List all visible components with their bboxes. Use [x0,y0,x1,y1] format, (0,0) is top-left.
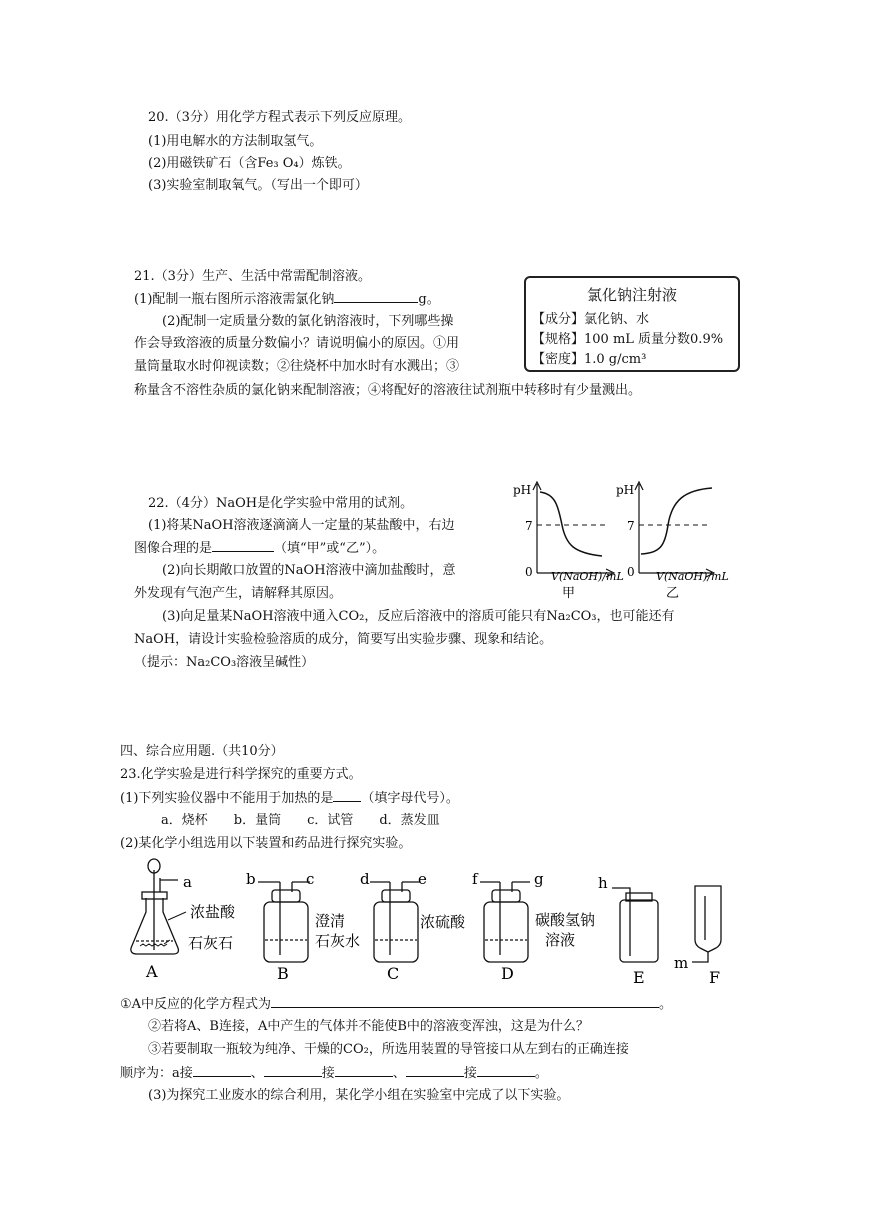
q23-part3: (3)为探究工业废水的综合利用，某化学小组在实验室中完成了以下实验。 [148,1088,570,1103]
ph-graph-jia-ylabel: pH [513,483,532,497]
reagent-h2so4: 浓硫酸 [420,913,466,931]
q23-part1-blank[interactable] [333,789,361,802]
q23-sub3-sep2: 、 [392,1066,406,1081]
ph-graph-yi-ylabel: pH [616,483,635,497]
reagent-limewater-2: 石灰水 [315,932,361,950]
apparatus-a [131,859,186,954]
port-b: b [246,870,256,888]
q22-item1-line2b: （填“甲”或“乙”）。 [274,541,386,556]
ph-graph-jia [513,482,624,601]
q23-sub2: ②若将A、B连接，A中产生的气体并不能使B中的溶液变浑浊，这是为什么？ [148,1019,589,1034]
port-a: a [183,873,192,891]
q20-item2: (2)用磁铁矿石（含Fe₃ O₄）炼铁。 [148,156,351,171]
port-h: h [598,874,608,892]
q23-sub3-line1: ③若要制取一瓶较为纯净、干燥的CO₂，所选用装置的导管接口从左到右的正确连接 [148,1042,629,1057]
q21-item1 [134,290,440,309]
q23-sub1-text: ①A中反应的化学方程式为 [120,997,272,1012]
label-B: B [277,964,289,983]
q23-sub3-line2 [120,1064,548,1083]
q23-sub1 [120,995,672,1014]
q22-item2-line2: 外发现有气泡产生，请解释其原因。 [134,586,343,601]
q23-sub1-end: 。 [659,997,673,1012]
saline-label-density: 【密度】1.0 g/cm³ [532,352,647,367]
q23-part1-hint: （填字母代号）。 [361,791,459,806]
ph-graph-jia-caption: 甲 [562,586,576,601]
q21-item2-line2: 作会导致溶液的质量分数偏小？请说明偏小的原因。①用 [134,336,460,351]
ph-graph-yi-origin: 0 [627,565,635,579]
q22-hint: （提示：Na₂CO₃溶液呈碱性） [134,655,315,670]
q20-item3: (3)实验室制取氧气。（写出一个即可） [148,178,368,193]
q23-sub1-blank[interactable] [271,995,659,1008]
ph-graph-yi-xlabel: V(NaOH)/mL [656,570,729,583]
q21-item2-line1: (2)配制一定质量分数的氯化钠溶液时，下列哪些操 [162,314,454,329]
q22-item2-line1: (2)向长期敞口放置的NaOH溶液中滴加盐酸时，意 [162,563,456,578]
q22-item1-line1: (1)将某NaOH溶液逐滴滴人一定量的某盐酸中，右边 [148,518,455,533]
q23-sub3-text-a: 顺序为：a接 [120,1066,193,1081]
section4-heading: 四、综合应用题.（共10分） [120,744,284,759]
saline-label-spec: 【规格】100 mL 质量分数0.9% [532,332,724,347]
ph-graph-jia-seven: 7 [525,519,533,533]
q23-part1-text: (1)下列实验仪器中不能用于加热的是 [120,791,334,806]
label-E: E [633,968,645,987]
q23-sub3-blank2[interactable] [264,1064,322,1077]
q22-item3-line2: NaOH，请设计实验检验溶质的成分，简要写出实验步骤、现象和结论。 [134,632,553,647]
q23-sub3-text-e: 接 [463,1066,477,1081]
label-F: F [709,968,721,987]
q20-item1: (1)用电解水的方法制取氢气。 [148,134,323,149]
q22-item3-line1: (3)向足量某NaOH溶液中通入CO₂，反应后溶液中的溶质可能只有Na₂CO₃，也可能还有 [162,609,675,624]
reagent-nahco3-1: 碳酸氢钠 [535,911,596,929]
q22-stem: 22.（4分）NaOH是化学实验中常用的试剂。 [148,496,414,511]
label-A: A [146,962,158,981]
q23-sub3-blank4[interactable] [406,1064,464,1077]
ph-graph-jia-xlabel: V(NaOH)/mL [551,570,624,583]
q23-sub3-blank1[interactable] [193,1064,251,1077]
port-e: e [418,870,427,888]
reagent-nahco3-2: 溶液 [545,931,576,949]
q20-stem: 20.（3分）用化学方程式表示下列反应原理。 [148,110,411,125]
ph-graph-yi-seven: 7 [627,519,635,533]
q21-answer-blank[interactable] [334,290,418,303]
saline-label-composition: 【成分】氯化钠、水 [532,312,650,327]
ph-graph-yi [616,482,729,601]
q21-item1-pre: (1)配制一瓶右图所示溶液需氯化钠 [134,292,335,307]
label-D: D [501,964,514,983]
q22-answer-blank[interactable] [212,539,274,552]
saline-label-title: 氯化钠注射液 [586,286,677,304]
apparatus-c [370,882,420,962]
q21-item2-line3: 量筒量取水时仰视读数；②往烧杯中加水时有水溅出；③ [134,359,460,374]
q23-sub3-end: 。 [534,1066,548,1081]
apparatus-f [692,886,721,962]
reagent-limestone: 石灰石 [188,934,234,952]
q23-stem: 23.化学实验是进行科学探究的重要方式。 [120,767,362,782]
apparatus-d [480,882,530,962]
apparatus-e [612,888,658,962]
ph-graph-yi-caption: 乙 [666,586,680,601]
reagent-limewater-1: 澄清 [315,912,346,930]
q21-stem: 21.（3分）生产、生活中常需配制溶液。 [134,269,371,284]
port-c: c [306,870,315,888]
reagent-hcl: 浓盐酸 [190,903,236,921]
port-d: d [360,870,370,888]
q23-sub3-sep1: 、 [250,1066,264,1081]
q23-options: a．烧杯 b．量筒 c．试管 d．蒸发皿 [161,813,440,828]
q22-item1-line2a: 图像合理的是 [134,541,213,556]
q23-part2: (2)某化学小组选用以下装置和药品进行探究实验。 [120,836,412,851]
apparatus-b [258,882,310,962]
q23-sub3-blank5[interactable] [477,1064,535,1077]
q22-item1-line2 [134,539,385,558]
q23-sub3-text-c: 接 [321,1066,335,1081]
q21-item2-line4: 称量含不溶性杂质的氯化钠来配制溶液；④将配好的溶液往试剂瓶中转移时有少量溅出。 [134,383,642,398]
port-f: f [472,870,478,888]
q23-sub3-blank3[interactable] [335,1064,393,1077]
ph-graph-jia-origin: 0 [525,565,533,579]
q23-part1 [120,789,459,808]
saline-label [524,276,740,372]
q21-item1-post: g。 [418,292,440,307]
label-C: C [387,964,400,983]
port-g: g [534,870,544,888]
port-m: m [674,954,689,972]
